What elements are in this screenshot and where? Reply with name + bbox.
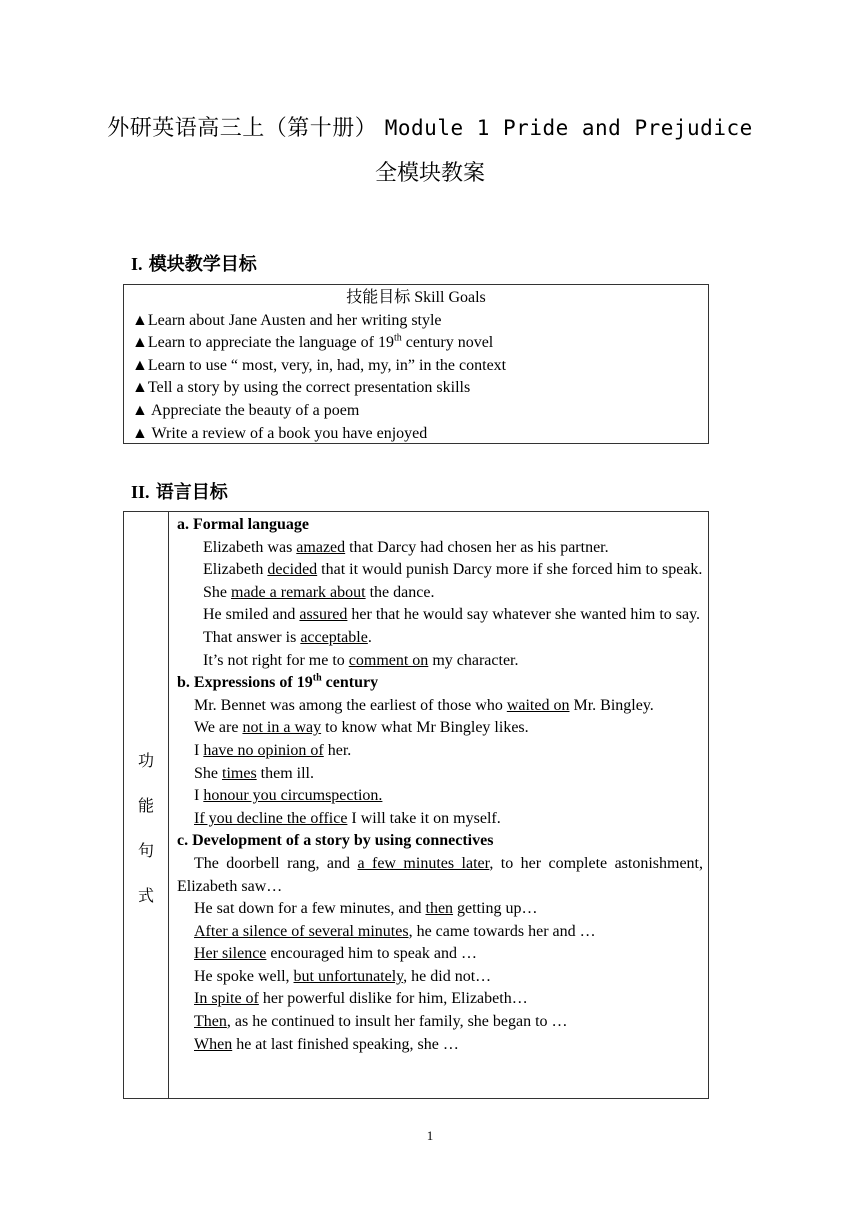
underlined-phrase: comment on xyxy=(348,651,429,669)
side-label-char: 功 xyxy=(137,751,154,770)
underlined-phrase: In spite of xyxy=(194,990,259,1008)
skill-goals-heading: 技能目标 Skill Goals xyxy=(346,289,486,306)
underlined-phrase: a few minutes later xyxy=(357,854,490,872)
page-number: 1 xyxy=(426,1128,434,1143)
title-en-part: Module 1 Pride and Prejudice xyxy=(384,116,753,140)
title-cn-part: 外研英语高三上（第十册） xyxy=(107,116,378,141)
skill-goal-text: century novel xyxy=(401,334,494,352)
example-sentence: Her silence encouraged him to speak and … xyxy=(194,945,478,963)
example-sentence: He smiled and assured her that he would say whatever she wanted him to say. xyxy=(203,606,701,624)
underlined-phrase: acceptable xyxy=(300,628,368,646)
section-1-heading xyxy=(131,250,257,276)
skill-goal-item: ▲ Write a review of a book you have enjoyed xyxy=(132,424,428,442)
subheading-connectives: c. Development of a story by using connectives xyxy=(177,832,494,850)
underlined-phrase: but unfortunately xyxy=(293,967,404,985)
example-sentence: She times them ill. xyxy=(194,764,314,782)
skill-goal-text: ▲Learn to appreciate the language of 19 xyxy=(132,334,394,352)
underlined-phrase: Then xyxy=(194,1013,227,1031)
skill-goals-box xyxy=(123,284,709,444)
skill-goal-item: ▲ Appreciate the beauty of a poem xyxy=(132,401,360,419)
side-label-column xyxy=(124,738,168,918)
underlined-phrase: decided xyxy=(267,561,318,579)
column-divider xyxy=(168,512,169,1098)
example-sentence: Elizabeth decided that it would punish Darcy more if she forced him to speak. xyxy=(203,561,703,579)
skill-goal-item: ▲Learn about Jane Austen and her writing style xyxy=(132,311,442,329)
example-sentence: After a silence of several minutes, he came towards her and … xyxy=(194,922,596,940)
example-sentence: The doorbell rang, and a few minutes later, to her complete astonishment, Elizabeth saw… xyxy=(177,854,704,895)
underlined-phrase: Her silence xyxy=(194,945,267,963)
underlined-phrase: waited on xyxy=(506,696,570,714)
underlined-phrase: honour you circumspection. xyxy=(203,787,383,805)
example-sentence: We are not in a way to know what Mr Bingley likes. xyxy=(194,719,529,737)
example-sentence: In spite of her powerful dislike for him, Elizabeth… xyxy=(194,990,528,1008)
side-label-char: 能 xyxy=(137,796,154,815)
superscript: th xyxy=(393,332,402,344)
section-2-number: II. xyxy=(131,482,150,502)
subheading-formal-language: a. Formal language xyxy=(177,516,309,533)
subheading-19th-century: b. Expressions of 19th century xyxy=(177,672,379,692)
side-label-char: 式 xyxy=(137,886,154,905)
skill-goal-item xyxy=(124,332,708,355)
underlined-phrase: not in a way xyxy=(242,719,322,737)
side-label-char: 句 xyxy=(137,841,154,860)
example-sentence: Elizabeth was amazed that Darcy had chosen her as his partner. xyxy=(203,538,609,556)
underlined-phrase: If you decline the office xyxy=(194,809,348,827)
language-goals-table xyxy=(123,511,709,1099)
underlined-phrase: After a silence of several minutes xyxy=(194,922,409,940)
example-sentence: I have no opinion of her. xyxy=(194,741,352,759)
skill-goal-item: ▲Learn to use “ most, very, in, had, my, in” in the context xyxy=(132,356,507,374)
language-content xyxy=(177,514,703,1056)
example-sentence: If you decline the office I will take it on myself. xyxy=(194,809,501,827)
example-sentence: When he at last finished speaking, she … xyxy=(194,1035,459,1053)
skill-goal-item: ▲Tell a story by using the correct presentation skills xyxy=(132,379,471,397)
example-sentence: Then, as he continued to insult her family, she began to … xyxy=(194,1013,568,1031)
underlined-phrase: times xyxy=(222,764,257,782)
example-sentence: That answer is acceptable. xyxy=(203,628,372,646)
example-sentence: She made a remark about the dance. xyxy=(203,583,435,601)
underlined-phrase: When xyxy=(194,1035,233,1053)
section-2-heading xyxy=(131,478,228,504)
example-sentence: He spoke well, but unfortunately, he did not… xyxy=(194,967,492,985)
underlined-phrase: have no opinion of xyxy=(203,741,324,759)
example-sentence: It’s not right for me to comment on my character. xyxy=(203,651,519,669)
document-title-line1 xyxy=(0,112,860,145)
example-sentence: Mr. Bennet was among the earliest of those who waited on Mr. Bingley. xyxy=(194,696,654,714)
underlined-phrase: then xyxy=(425,900,454,918)
example-sentence: He sat down for a few minutes, and then getting up… xyxy=(194,900,538,918)
example-sentence: I honour you circumspection. xyxy=(194,787,383,805)
section-1-label: 模块教学目标 xyxy=(148,254,257,275)
underlined-phrase: assured xyxy=(299,606,348,624)
section-2-label: 语言目标 xyxy=(155,482,228,503)
superscript: th xyxy=(312,672,322,684)
underlined-phrase: made a remark about xyxy=(231,583,366,601)
document-title-line2: 全模块教案 xyxy=(374,161,485,186)
underlined-phrase: amazed xyxy=(296,538,346,556)
section-1-number: I. xyxy=(131,254,143,274)
